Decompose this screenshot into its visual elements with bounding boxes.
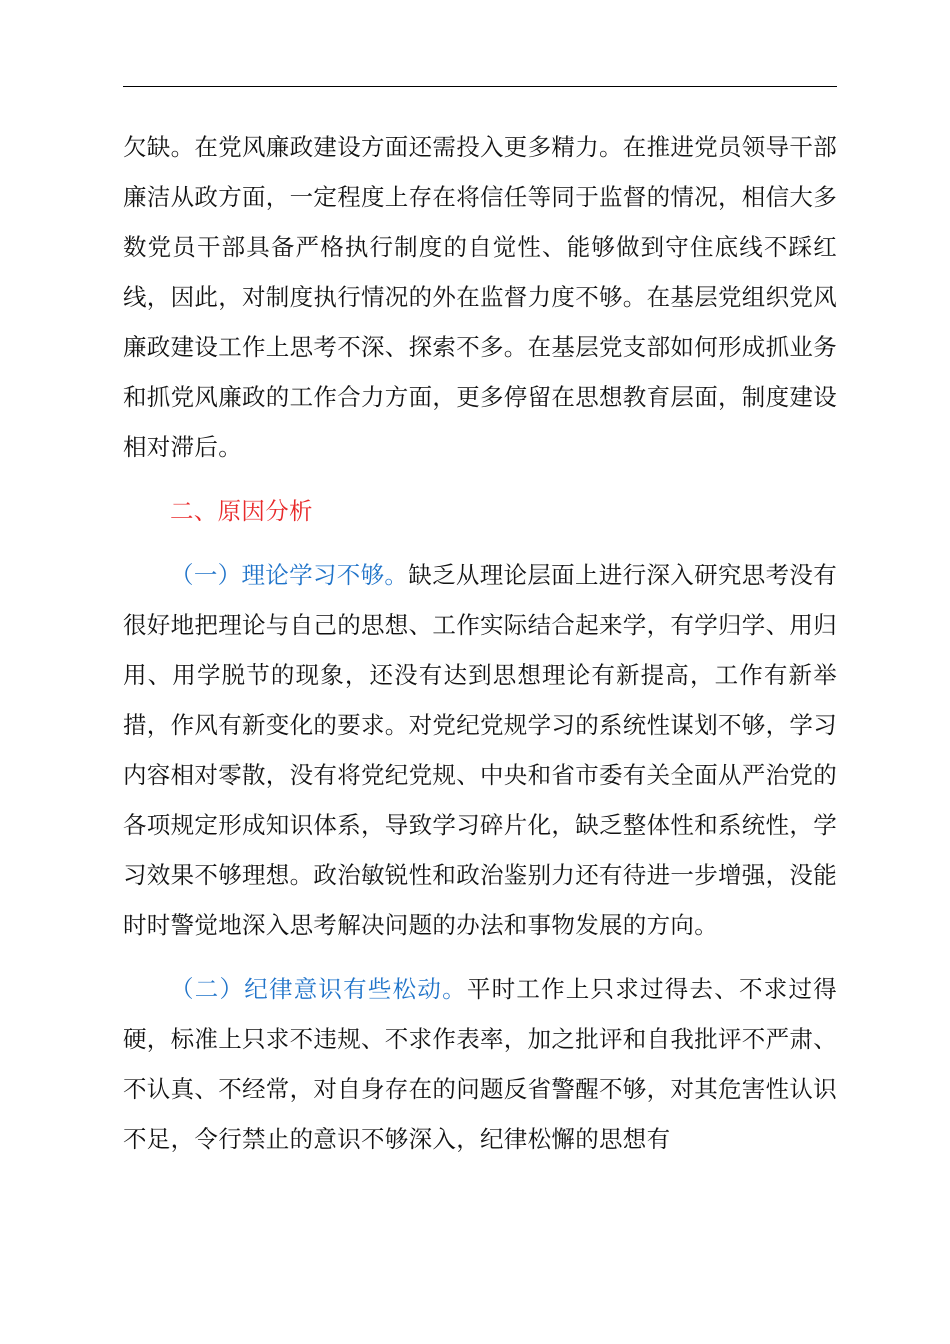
subsection-body: 平时工作上只求过得去、不求过得硬，标准上只求不违规、不求作表率，加之批评和自我批评不严肃、不认真、不经常，对自身存在的问题反省警醒不够，对其危害性认识不足，令行禁止的意识不够深入，纪律松懈的思想有 — [123, 975, 837, 1153]
header-rule — [123, 86, 837, 87]
continuation-paragraph: 欠缺。在党风廉政建设方面还需投入更多精力。在推进党员领导干部廉洁从政方面，一定程度上存在将信任等同于监督的情况，相信大多数党员干部具备严格执行制度的自觉性、能够做到守住底线不踩红线，因此，对制度执行情况的外在监督力度不够。在基层党组织党风廉政建设工作上思考不深、探索不多。在基层党支部如何形成抓业务和抓党风廉政的工作合力方面，更多停留在思想教育层面，制度建设相对滞后。 — [123, 133, 837, 461]
document-body — [123, 122, 837, 1164]
subsection-title: （二）纪律意识有些松动。 — [170, 975, 467, 1003]
subsection-title: （一）理论学习不够。 — [170, 561, 409, 589]
subsection-theory-study — [123, 550, 837, 950]
subsection-discipline-awareness — [123, 964, 837, 1164]
subsection-body: 缺乏从理论层面上进行深入研究思考没有很好地把理论与自己的思想、工作实际结合起来学，有学归学、用归用、用学脱节的现象，还没有达到思想理论有新提高，工作有新举措，作风有新变化的要求。对党纪党规学习的系统性谋划不够，学习内容相对零散，没有将党纪党规、中央和省市委有关全面从严治党的各项规定形成知识体系，导致学习碎片化，缺乏整体性和系统性，学习效果不够理想。政治敏锐性和政治鉴别力还有待进一步增强，没能时时警觉地深入思考解决问题的办法和事物发展的方向。 — [123, 561, 838, 939]
section-heading-cause-analysis: 二、原因分析 — [170, 497, 313, 525]
